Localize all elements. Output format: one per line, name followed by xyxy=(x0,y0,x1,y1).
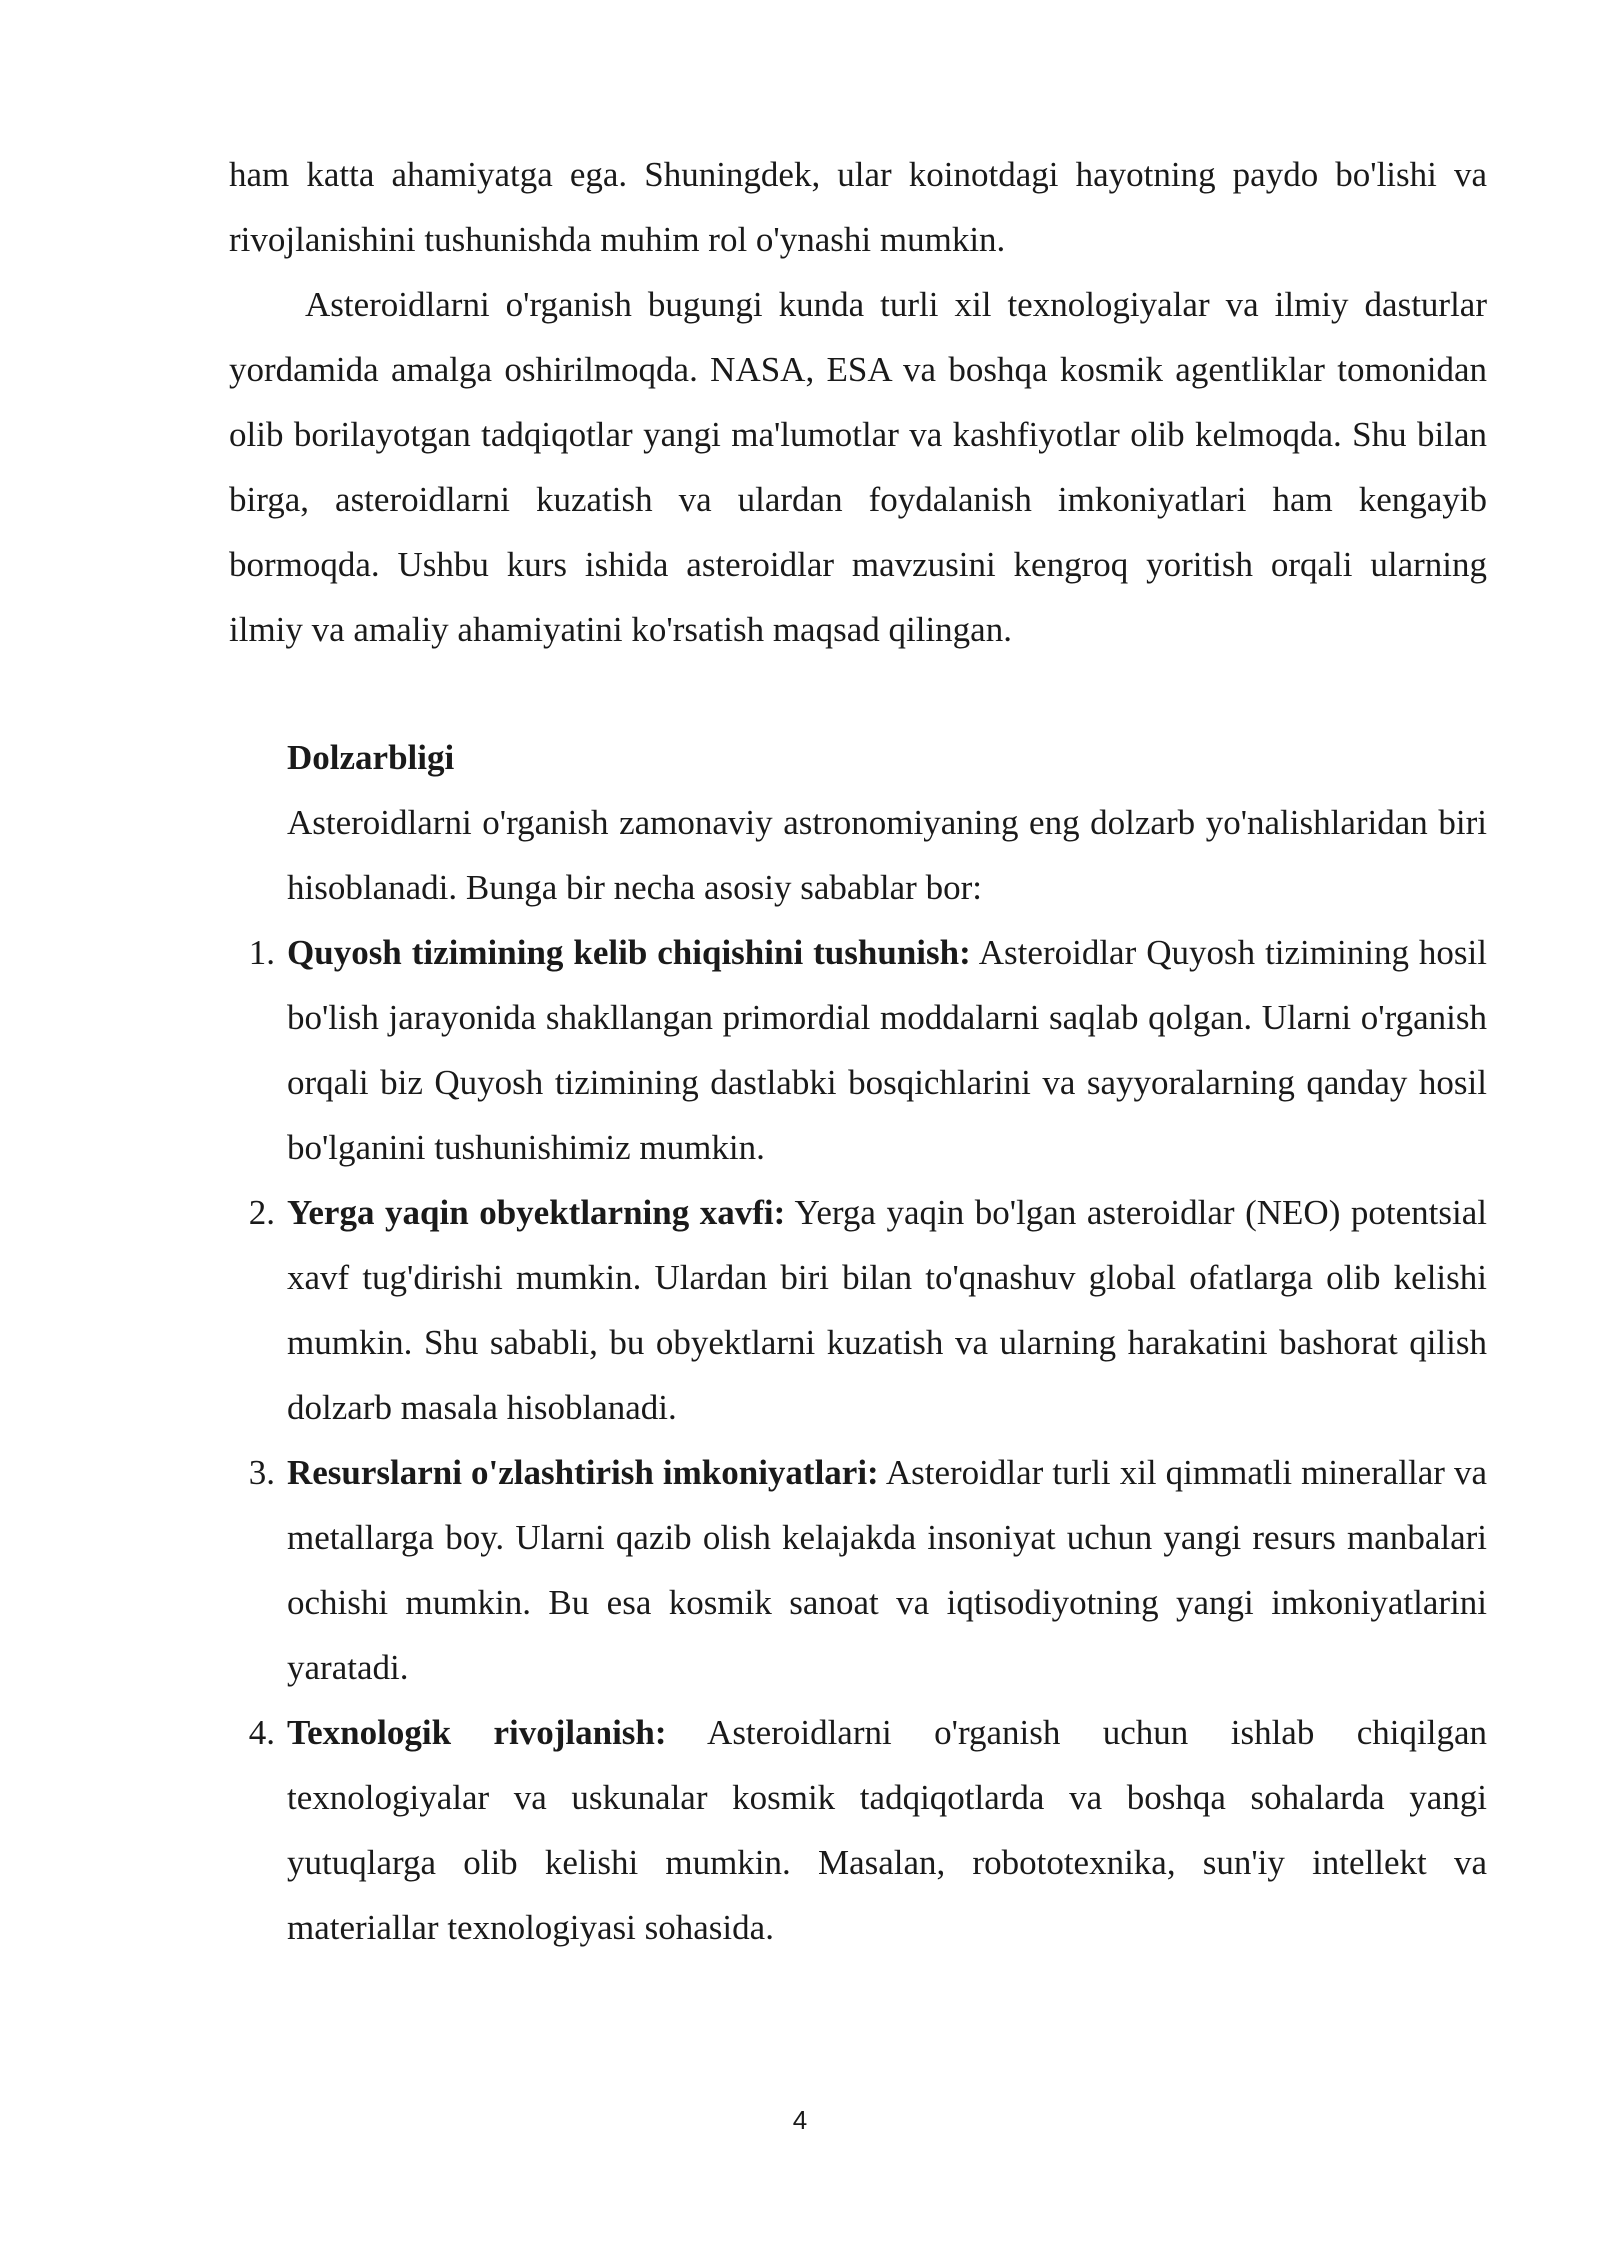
paragraph-continuation: ham katta ahamiyatga ega. Shuningdek, ular koinotdagi hayotning paydo bo'lishi va rivojlanishini tushunishda muhim rol o'ynashi mumkin. xyxy=(229,155,1487,259)
list-item-number: 1. xyxy=(248,933,275,972)
list-item-number: 2. xyxy=(248,1193,275,1232)
section-heading: Dolzarbligi xyxy=(287,738,455,777)
list-item-lead: Texnologik rivojlanish: xyxy=(287,1713,667,1752)
section-intro: Asteroidlarni o'rganish zamonaviy astronomiyaning eng dolzarb yo'nalishlaridan biri hisoblanadi. Bunga bir necha asosiy sabablar bor: xyxy=(287,803,1487,907)
list-item-text: Asteroidlar Quyosh tizimining hosil bo'lish jarayonida shakllangan primordial moddalarni saqlab qolgan. Ularni o'rganish orqali biz Quyosh tizimining dastlabki bosqichlarini va sayyoralarning qanday hosil bo'lganini tushunishimiz mumkin. xyxy=(287,933,1487,1167)
page-number: 4 xyxy=(792,2105,808,2135)
list-item xyxy=(248,920,1487,1180)
paragraph-asteroid-research: Asteroidlarni o'rganish bugungi kunda turli xil texnologiyalar va ilmiy dasturlar yordamida amalga oshirilmoqda. NASA, ESA va boshqa kosmik agentliklar tomonidan olib borilayotgan tadqiqotlar yangi ma'lumotlar va kashfiyotlar olib kelmoqda. Shu bilan birga, asteroidlarni kuzatish va ulardan foydalanish imkoniyatlari ham kengayib bormoqda. Ushbu kurs ishida asteroidlar mavzusini kengroq yoritish orqali ularning ilmiy va amaliy ahamiyatini ko'rsatish maqsad qilingan. xyxy=(229,285,1487,649)
list-item-lead: Quyosh tizimining kelib chiqishini tushunish: xyxy=(287,933,971,972)
reasons-list xyxy=(0,920,1600,1960)
list-item-text: Asteroidlarni o'rganish uchun ishlab chiqilgan texnologiyalar va uskunalar kosmik tadqiqotlarda va boshqa sohalarda yangi yutuqlarga olib kelishi mumkin. Masalan, robototexnika, sun'iy intellekt va materiallar texnologiyasi sohasida. xyxy=(287,1713,1487,1947)
list-item xyxy=(248,1700,1487,1960)
list-item-text: Yerga yaqin bo'lgan asteroidlar (NEO) potentsial xavf tug'dirishi mumkin. Ulardan biri bilan to'qnashuv global ofatlarga olib kelishi mumkin. Shu sababli, bu obyektlarni kuzatish va ularning harakatini bashorat qilish dolzarb masala hisoblanadi. xyxy=(287,1193,1487,1427)
list-item-lead: Resurslarni o'zlashtirish imkoniyatlari: xyxy=(287,1453,879,1492)
list-item xyxy=(248,1180,1487,1440)
list-item-text: Asteroidlar turli xil qimmatli minerallar va metallarga boy. Ularni qazib olish kelajakda insoniyat uchun yangi resurs manbalari ochishi mumkin. Bu esa kosmik sanoat va iqtisodiyotning yangi imkoniyatlarini yaratadi. xyxy=(287,1453,1487,1687)
list-item-number: 4. xyxy=(248,1713,275,1752)
list-item xyxy=(248,1440,1487,1700)
list-item-number: 3. xyxy=(248,1453,275,1492)
list-item-lead: Yerga yaqin obyektlarning xavfi: xyxy=(287,1193,786,1232)
